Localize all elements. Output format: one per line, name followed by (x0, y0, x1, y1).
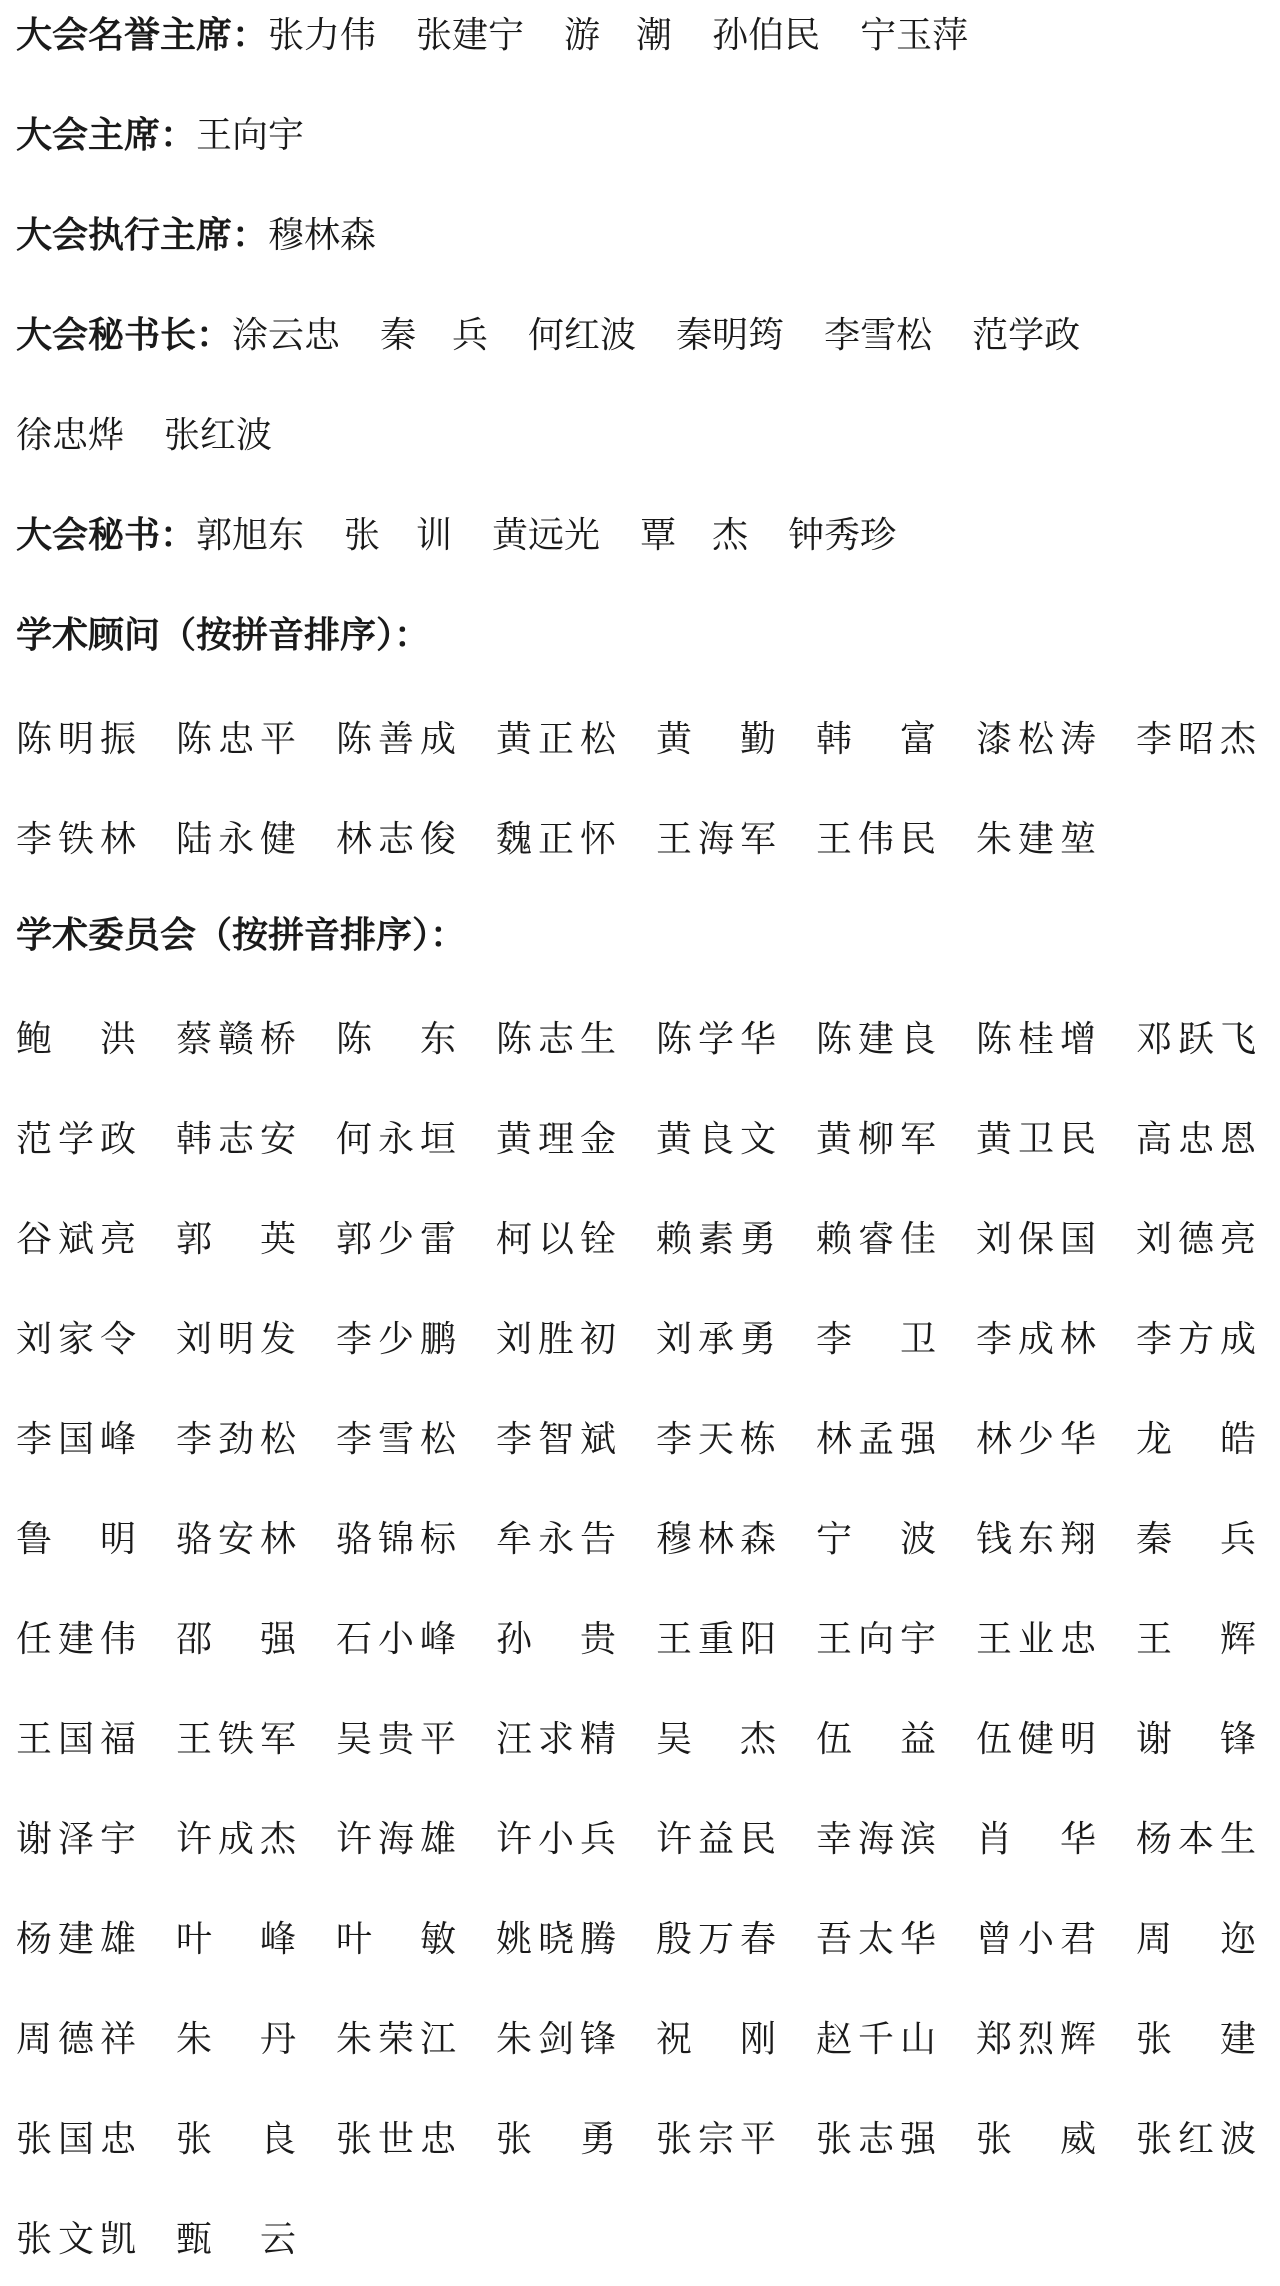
person-name: 柯以铨 (496, 1218, 616, 1260)
person-name: 穆林森 (268, 215, 377, 256)
executive-chair-label: 大会执行主席： (16, 215, 269, 256)
person-name: 谢泽宇 (16, 1818, 136, 1860)
person-name: 魏正怀 (496, 818, 616, 860)
person-name: 李雪松 (336, 1418, 456, 1460)
person-name: 鲁 明 (16, 1518, 136, 1560)
person-name: 钟秀珍 (788, 515, 897, 556)
person-name: 刘家令 (16, 1318, 136, 1360)
person-name: 周德祥 (16, 2018, 136, 2060)
person-name: 祝 刚 (656, 2018, 776, 2060)
person-name: 秦 兵 (380, 315, 489, 356)
chair-line (16, 86, 1264, 186)
person-name: 龙 皓 (1136, 1418, 1256, 1460)
honorary-chair-line (16, 0, 1264, 86)
person-name: 许小兵 (496, 1818, 616, 1860)
person-name: 张志强 (816, 2118, 936, 2160)
person-name: 殷万春 (656, 1918, 776, 1960)
person-name: 任建伟 (16, 1618, 136, 1660)
person-name: 陆永健 (176, 818, 296, 860)
person-name: 穆林森 (656, 1518, 776, 1560)
person-name: 涂云忠 (232, 315, 341, 356)
name-row (16, 1286, 1264, 1386)
person-name: 叶 敏 (336, 1918, 456, 1960)
person-name: 李少鹏 (336, 1318, 456, 1360)
person-name: 骆锦标 (336, 1518, 456, 1560)
person-name: 韩志安 (176, 1118, 296, 1160)
person-name: 李 卫 (816, 1318, 936, 1360)
name-row (16, 2086, 1264, 2186)
academic-committee-list (16, 986, 1264, 2286)
secretary-general-line-2 (16, 386, 1264, 486)
person-name: 钱东翔 (976, 1518, 1096, 1560)
person-name: 张 训 (344, 515, 453, 556)
person-name: 张 威 (976, 2118, 1096, 2160)
person-name: 周 迩 (1136, 1918, 1256, 1960)
person-name: 陈学华 (656, 1018, 776, 1060)
name-row (16, 1686, 1264, 1786)
academic-committee-title: 学术委员会（按拼音排序）： (16, 915, 467, 956)
person-name: 何永垣 (336, 1118, 456, 1160)
person-name: 王铁军 (176, 1718, 296, 1760)
person-name: 张国忠 (16, 2118, 136, 2160)
secretary-general-label: 大会秘书长： (16, 315, 233, 356)
person-name: 谷斌亮 (16, 1218, 136, 1260)
person-name: 王业忠 (976, 1618, 1096, 1660)
executive-chair-line (16, 186, 1264, 286)
person-name: 甄 云 (176, 2218, 296, 2260)
person-name: 汪求精 (496, 1718, 616, 1760)
person-name: 张 建 (1136, 2018, 1256, 2060)
person-name: 陈建良 (816, 1018, 936, 1060)
name-row (16, 1886, 1264, 1986)
person-name: 王向宇 (196, 115, 305, 156)
person-name: 张宗平 (656, 2118, 776, 2160)
secretary-label: 大会秘书： (16, 515, 197, 556)
person-name: 邓跃飞 (1136, 1018, 1256, 1060)
person-name: 范学政 (16, 1118, 136, 1160)
person-name: 黄 勤 (656, 718, 776, 760)
person-name: 吴贵平 (336, 1718, 456, 1760)
person-name: 黄远光 (492, 515, 601, 556)
person-name: 林孟强 (816, 1418, 936, 1460)
person-name: 骆安林 (176, 1518, 296, 1560)
chair-label: 大会主席： (16, 115, 197, 156)
person-name: 陈桂增 (976, 1018, 1096, 1060)
secretary-general-line (16, 286, 1264, 386)
person-name: 李昭杰 (1136, 718, 1256, 760)
person-name: 徐忠烨 (16, 415, 125, 456)
secretary-general-names (232, 286, 1120, 386)
person-name: 朱剑锋 (496, 2018, 616, 2060)
person-name: 王海军 (656, 818, 776, 860)
person-name: 张 良 (176, 2118, 296, 2160)
person-name: 孙 贵 (496, 1618, 616, 1660)
person-name: 赖素勇 (656, 1218, 776, 1260)
person-name: 王伟民 (816, 818, 936, 860)
academic-advisors-heading-line (16, 586, 1264, 686)
person-name: 朱荣江 (336, 2018, 456, 2060)
person-name: 许成杰 (176, 1818, 296, 1860)
academic-advisors-list (16, 686, 1264, 886)
person-name: 朱建堃 (976, 818, 1096, 860)
person-name: 韩 富 (816, 718, 936, 760)
person-name: 郑烈辉 (976, 2018, 1096, 2060)
person-name: 曾小君 (976, 1918, 1096, 1960)
person-name: 林志俊 (336, 818, 456, 860)
name-row (16, 1486, 1264, 1586)
person-name: 高忠恩 (1136, 1118, 1256, 1160)
person-name: 陈明振 (16, 718, 136, 760)
person-name: 秦 兵 (1136, 1518, 1256, 1560)
person-name: 郭旭东 (196, 515, 305, 556)
person-name: 黄正松 (496, 718, 616, 760)
person-name: 张世忠 (336, 2118, 456, 2160)
person-name: 张 勇 (496, 2118, 616, 2160)
person-name: 孙伯民 (712, 15, 821, 56)
person-name: 范学政 (972, 315, 1081, 356)
person-name: 蔡赣桥 (176, 1018, 296, 1060)
person-name: 李方成 (1136, 1318, 1256, 1360)
person-name: 黄卫民 (976, 1118, 1096, 1160)
person-name: 漆松涛 (976, 718, 1096, 760)
person-name: 郭 英 (176, 1218, 296, 1260)
person-name: 陈 东 (336, 1018, 456, 1060)
secretary-line (16, 486, 1264, 586)
person-name: 刘胜初 (496, 1318, 616, 1360)
person-name: 李雪松 (824, 315, 933, 356)
name-row (16, 1986, 1264, 2086)
person-name: 赵千山 (816, 2018, 936, 2060)
person-name: 石小峰 (336, 1618, 456, 1660)
person-name: 姚晓腾 (496, 1918, 616, 1960)
honorary-chair-label: 大会名誉主席： (16, 15, 269, 56)
person-name: 陈善成 (336, 718, 456, 760)
person-name: 张红波 (164, 415, 273, 456)
person-name: 伍 益 (816, 1718, 936, 1760)
person-name: 许海雄 (336, 1818, 456, 1860)
person-name: 王国福 (16, 1718, 136, 1760)
person-name: 刘明发 (176, 1318, 296, 1360)
person-name: 肖 华 (976, 1818, 1096, 1860)
person-name: 赖睿佳 (816, 1218, 936, 1260)
person-name: 张建宁 (416, 15, 525, 56)
person-name: 幸海滨 (816, 1818, 936, 1860)
person-name: 黄理金 (496, 1118, 616, 1160)
name-row (16, 1386, 1264, 1486)
secretary-names (196, 486, 936, 586)
person-name: 林少华 (976, 1418, 1096, 1460)
person-name: 刘承勇 (656, 1318, 776, 1360)
person-name: 叶 峰 (176, 1918, 296, 1960)
person-name: 李国峰 (16, 1418, 136, 1460)
person-name: 吴 杰 (656, 1718, 776, 1760)
name-row (16, 1186, 1264, 1286)
person-name: 陈志生 (496, 1018, 616, 1060)
person-name: 李劲松 (176, 1418, 296, 1460)
person-name: 黄良文 (656, 1118, 776, 1160)
person-name: 李智斌 (496, 1418, 616, 1460)
person-name: 黄柳军 (816, 1118, 936, 1160)
person-name: 牟永告 (496, 1518, 616, 1560)
person-name: 王 辉 (1136, 1618, 1256, 1660)
person-name: 张文凯 (16, 2218, 136, 2260)
person-name: 何红波 (528, 315, 637, 356)
person-name: 李铁林 (16, 818, 136, 860)
person-name: 宁 波 (816, 1518, 936, 1560)
honorary-chair-names (268, 0, 1008, 86)
person-name: 杨建雄 (16, 1918, 136, 1960)
person-name: 秦明筠 (676, 315, 785, 356)
academic-committee-heading-line (16, 886, 1264, 986)
academic-advisors-title: 学术顾问（按拼音排序）： (16, 615, 431, 656)
person-name: 谢 锋 (1136, 1718, 1256, 1760)
person-name: 刘德亮 (1136, 1218, 1256, 1260)
person-name: 张力伟 (268, 15, 377, 56)
person-name: 李天栋 (656, 1418, 776, 1460)
person-name: 张红波 (1136, 2118, 1256, 2160)
person-name: 吾太华 (816, 1918, 936, 1960)
person-name: 邵 强 (176, 1618, 296, 1660)
person-name: 覃 杰 (640, 515, 749, 556)
name-row (16, 1586, 1264, 1686)
name-row (16, 1786, 1264, 1886)
person-name: 王向宇 (816, 1618, 936, 1660)
name-row (16, 2186, 1264, 2286)
person-name: 李成林 (976, 1318, 1096, 1360)
name-row (16, 786, 1264, 886)
person-name: 鲍 洪 (16, 1018, 136, 1060)
name-row (16, 686, 1264, 786)
person-name: 陈忠平 (176, 718, 296, 760)
person-name: 许益民 (656, 1818, 776, 1860)
person-name: 朱 丹 (176, 2018, 296, 2060)
name-row (16, 1086, 1264, 1186)
person-name: 刘保国 (976, 1218, 1096, 1260)
person-name: 王重阳 (656, 1618, 776, 1660)
person-name: 杨本生 (1136, 1818, 1256, 1860)
person-name: 郭少雷 (336, 1218, 456, 1260)
person-name: 伍健明 (976, 1718, 1096, 1760)
name-row (16, 986, 1264, 1086)
person-name: 宁玉萍 (860, 15, 969, 56)
person-name: 游 潮 (564, 15, 673, 56)
